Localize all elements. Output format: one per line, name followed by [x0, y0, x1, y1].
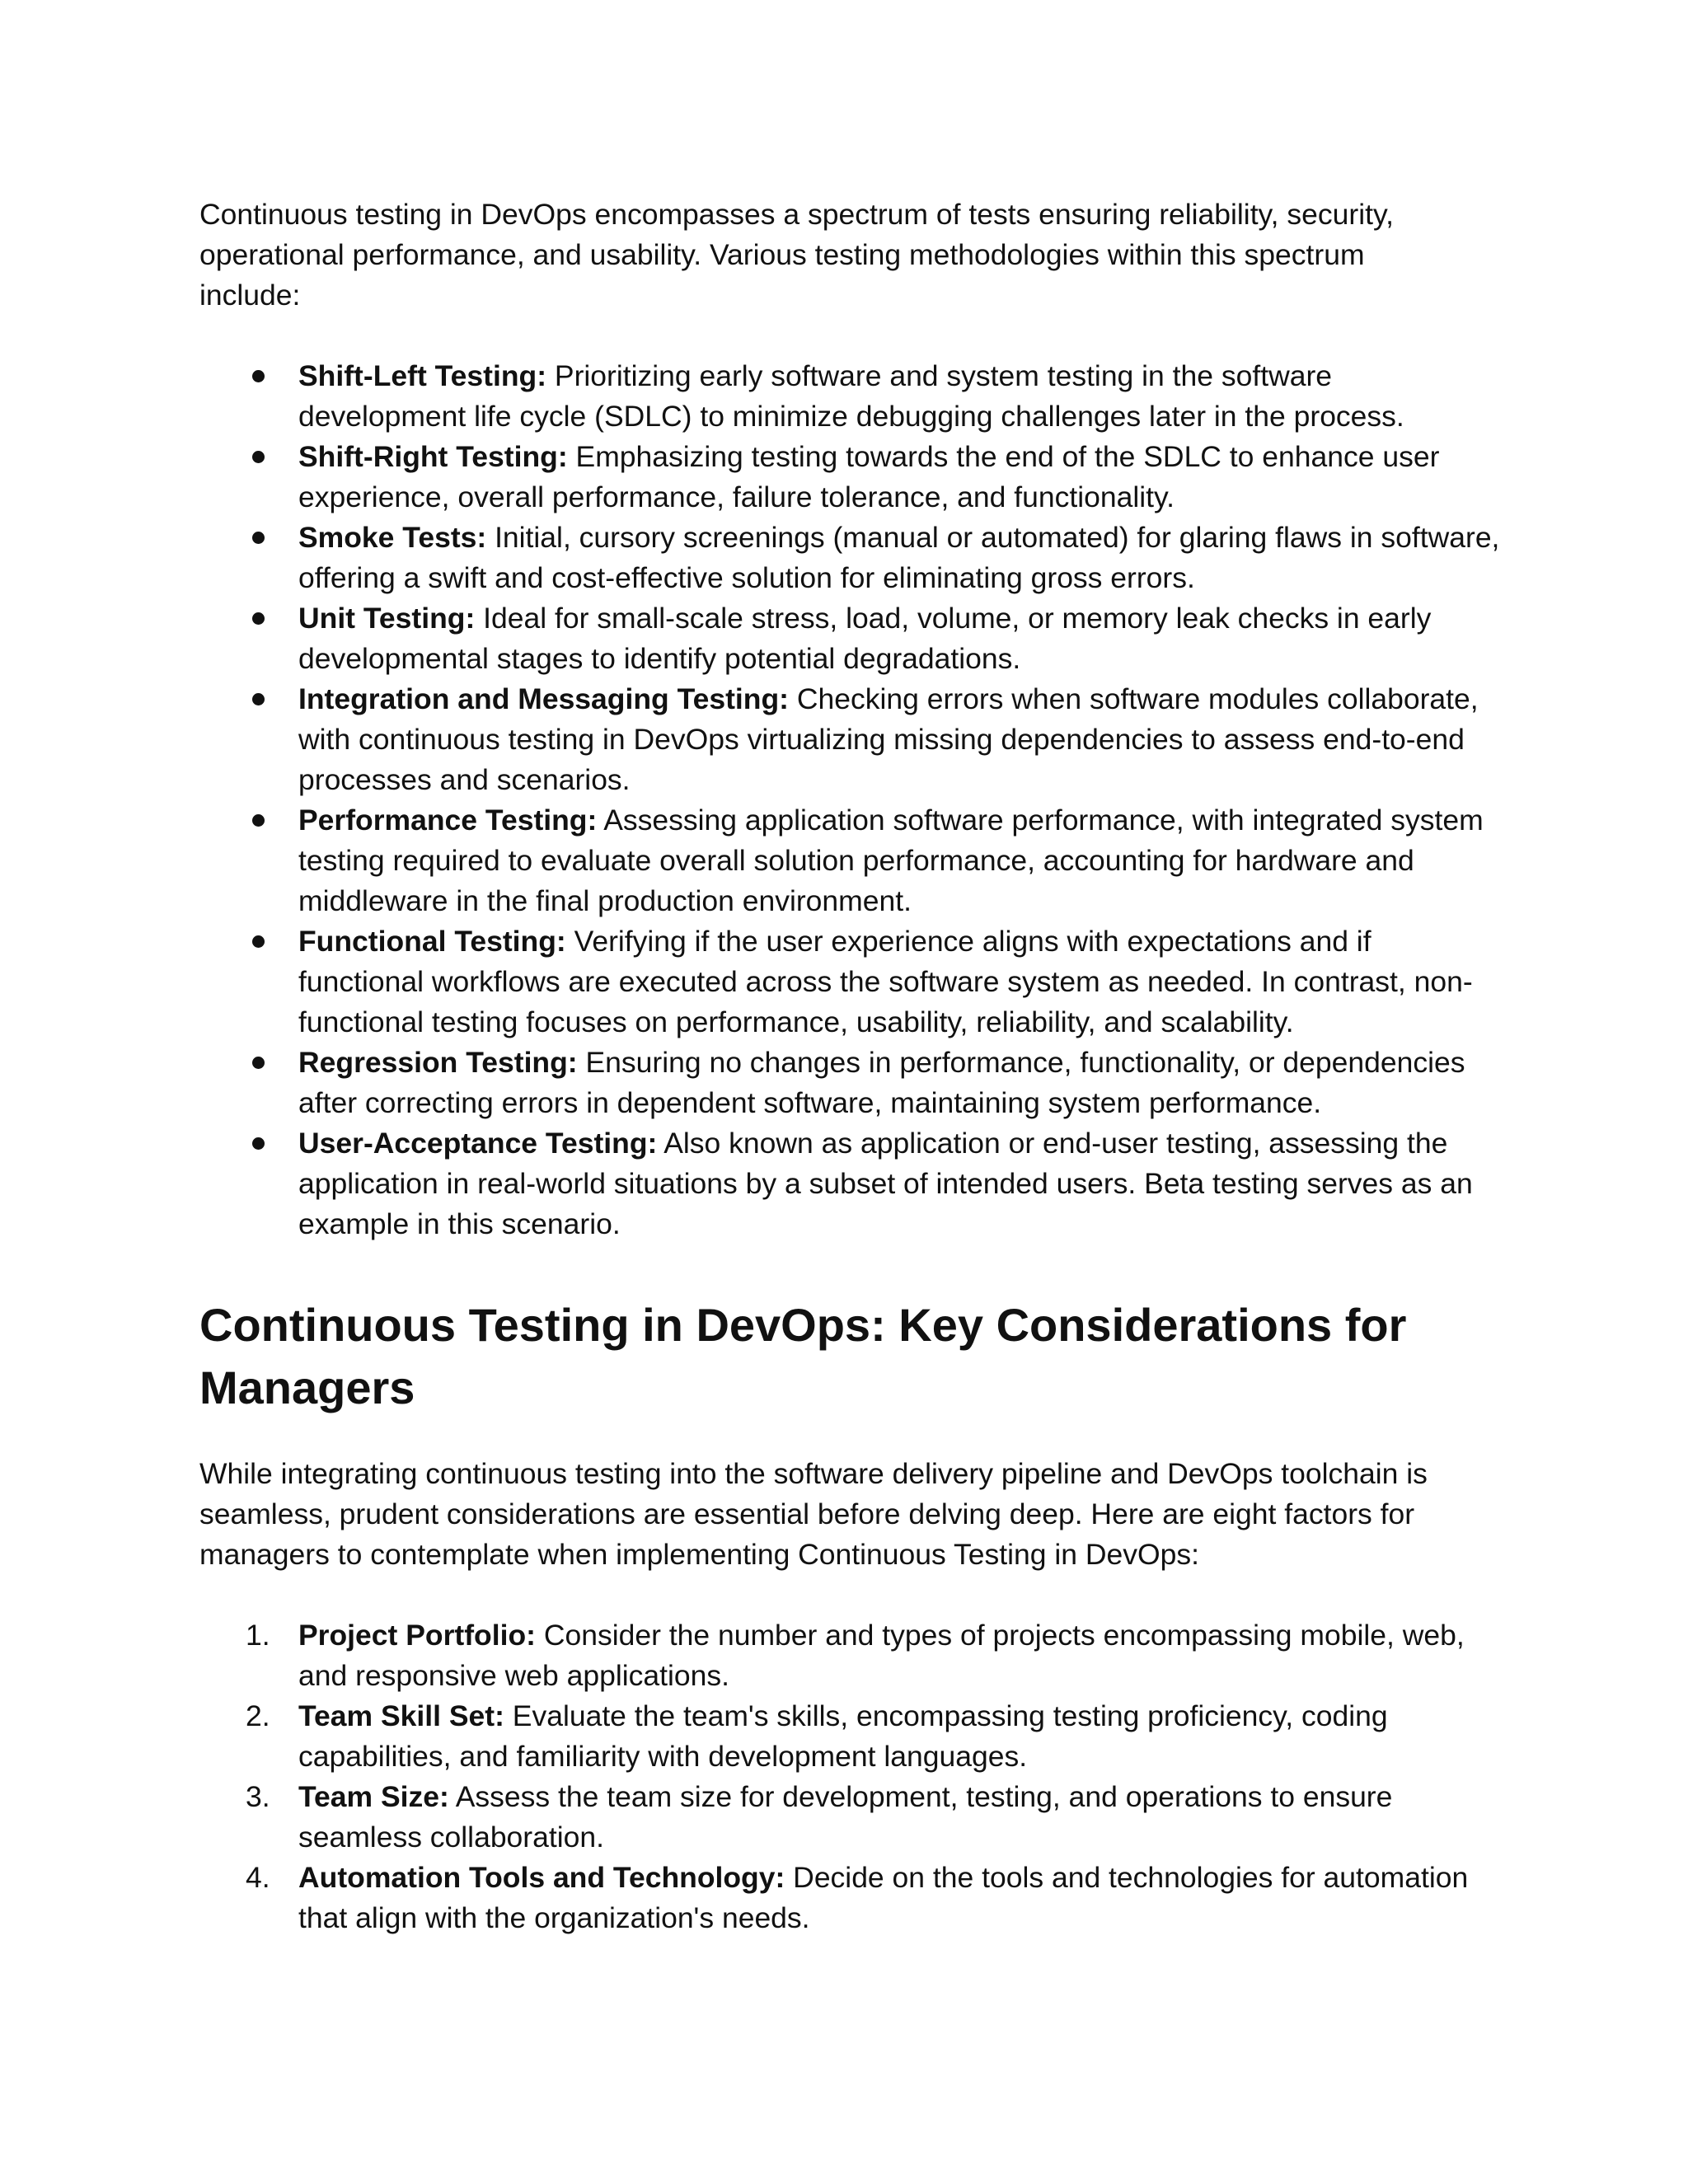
list-item-text: Evaluate the team's skills, encompassing testing proficiency, coding capabilities, and familiarity with development languages. — [298, 1699, 1388, 1773]
list-item-term: Automation Tools and Technology: — [298, 1861, 785, 1894]
section-heading: Continuous Testing in DevOps: Key Considerations for Managers — [199, 1299, 1407, 1413]
list-item-term: Shift-Right Testing: — [298, 440, 568, 473]
list-item — [199, 518, 1502, 598]
list-item-text: Verifying if the user experience aligns with expectations and if functional workflows are executed across the software system as needed. In contrast, non-functional testing focuses on performance, usability, reliability, and scalability. — [298, 925, 1473, 1038]
section-paragraph: While integrating continuous testing into the software delivery pipeline and DevOps toolchain is seamless, prudent considerations are essential before delving deep. Here are eight factors for managers to contemplate when implementing Continuous Testing in DevOps: — [199, 1457, 1428, 1571]
list-item — [199, 679, 1502, 800]
list-item-text: Checking errors when software modules collaborate, with continuous testing in DevOps virtualizing missing dependencies to assess end-to-end processes and scenarios. — [298, 682, 1479, 796]
list-item-term: Unit Testing: — [298, 602, 476, 635]
list-item-text: Ensuring no changes in performance, functionality, or dependencies after correcting errors in dependent software, maintaining system performance. — [298, 1046, 1465, 1119]
list-item-text: Emphasizing testing towards the end of the SDLC to enhance user experience, overall performance, failure tolerance, and functionality. — [298, 440, 1440, 513]
list-item — [199, 1043, 1502, 1123]
list-item-term: Integration and Messaging Testing: — [298, 682, 789, 715]
list-item-text: Consider the number and types of projects encompassing mobile, web, and responsive web applications. — [298, 1619, 1465, 1692]
list-item-text: Initial, cursory screenings (manual or automated) for glaring flaws in software, offering a swift and cost-effective solution for eliminating gross errors. — [298, 521, 1500, 594]
list-item-term: Functional Testing: — [298, 925, 566, 958]
list-item-number: 1. — [246, 1619, 270, 1652]
bullet-icon — [252, 612, 265, 625]
list-item-text: Prioritizing early software and system testing in the software development life cycle (SDLC) to minimize debugging challenges later in the process. — [298, 359, 1404, 433]
bullet-icon — [252, 532, 265, 544]
document-page — [199, 194, 1502, 1938]
bullet-icon — [252, 935, 265, 948]
list-item-term: Team Size: — [298, 1780, 449, 1813]
list-item-term: User-Acceptance Testing: — [298, 1127, 658, 1160]
intro-paragraph: Continuous testing in DevOps encompasses a spectrum of tests ensuring reliability, security, operational performance, and usability. Various testing methodologies within this spectrum include: — [199, 198, 1394, 312]
list-item — [199, 598, 1502, 679]
considerations-list — [199, 1615, 1502, 1938]
list-item-text: Also known as application or end-user testing, assessing the application in real-world situations by a subset of intended users. Beta testing serves as an example in this scenario. — [298, 1127, 1473, 1240]
bullet-icon — [252, 370, 265, 382]
list-item — [199, 1858, 1502, 1938]
testing-types-list — [199, 356, 1502, 1244]
list-item-text: Assess the team size for development, testing, and operations to ensure seamless collaboration. — [298, 1780, 1393, 1854]
list-item-text: Decide on the tools and technologies for automation that align with the organization's needs. — [298, 1861, 1469, 1934]
list-item — [199, 437, 1502, 518]
list-item-number: 4. — [246, 1861, 270, 1894]
bullet-icon — [252, 1057, 265, 1069]
list-item — [199, 356, 1502, 437]
list-item-text: Assessing application software performance, with integrated system testing required to evaluate overall solution performance, accounting for hardware and middleware in the final production environment. — [298, 804, 1484, 917]
bullet-icon — [252, 814, 265, 827]
list-item — [199, 1123, 1502, 1244]
list-item — [199, 1777, 1502, 1858]
list-item — [199, 1615, 1502, 1696]
list-item — [199, 1696, 1502, 1777]
bullet-icon — [252, 1137, 265, 1150]
bullet-icon — [252, 693, 265, 705]
list-item-term: Shift-Left Testing: — [298, 359, 547, 392]
list-item-number: 2. — [246, 1699, 270, 1732]
list-item — [199, 921, 1502, 1043]
list-item-number: 3. — [246, 1780, 270, 1813]
bullet-icon — [252, 451, 265, 463]
list-item-term: Smoke Tests: — [298, 521, 487, 554]
list-item-term: Project Portfolio: — [298, 1619, 536, 1652]
list-item-text: Ideal for small-scale stress, load, volume, or memory leak checks in early developmental stages to identify potential degradations. — [298, 602, 1432, 675]
list-item-term: Team Skill Set: — [298, 1699, 504, 1732]
list-item — [199, 800, 1502, 921]
list-item-term: Performance Testing: — [298, 804, 598, 837]
list-item-term: Regression Testing: — [298, 1046, 578, 1079]
